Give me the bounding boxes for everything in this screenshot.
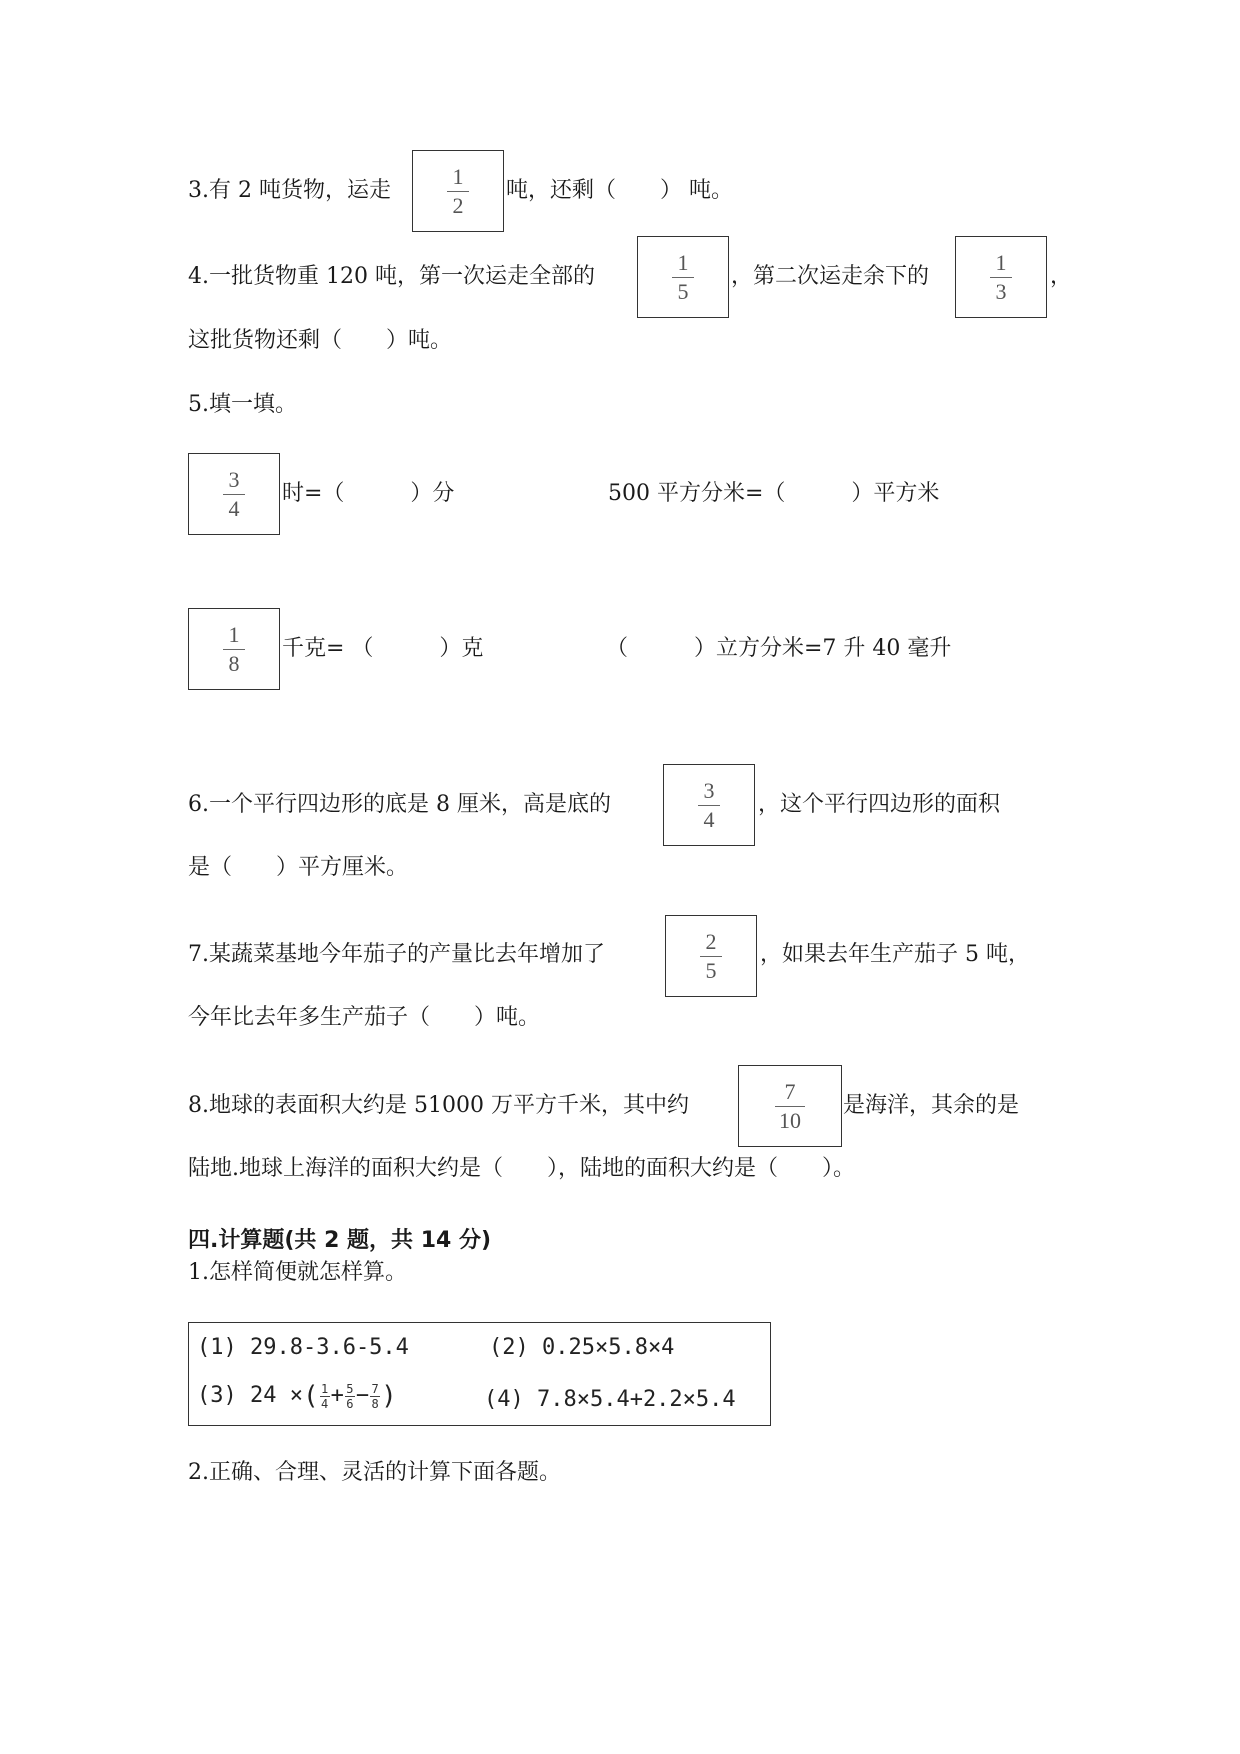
q6-text-post: ，这个平行四边形的面积	[758, 792, 1001, 817]
section4-q1: 1.怎样简便就怎样算。	[188, 1260, 407, 1285]
q3-text-pre: 3.有 2 吨货物，运走	[188, 178, 391, 203]
q6-fraction-box	[663, 764, 755, 846]
q4-line2: 这批货物还剩（ ）吨。	[188, 328, 453, 353]
q5c-fraction-box	[188, 608, 280, 690]
q8-text-post: 是海洋，其余的是	[843, 1093, 1020, 1118]
q6-text-pre: 6.一个平行四边形的底是 8 厘米，高是底的	[188, 792, 611, 817]
operator: −	[355, 1383, 370, 1408]
calc-item-2: (2) 0.25×5.8×4	[489, 1335, 675, 1360]
numerator: 7	[784, 1078, 796, 1104]
fraction	[447, 163, 469, 218]
q5a-text: 时=（ ）分	[282, 481, 455, 506]
q5-title: 5.填一填。	[188, 392, 297, 417]
operator: +	[330, 1383, 344, 1408]
q3-fraction-box	[412, 150, 504, 232]
denominator: 4	[703, 806, 715, 832]
denominator: 4	[228, 495, 240, 521]
q8-fraction-box	[738, 1065, 842, 1147]
calc-item-1: (1) 29.8-3.6-5.4	[197, 1335, 409, 1360]
q6-line2: 是（ ）平方厘米。	[188, 855, 409, 880]
numerator: 3	[228, 466, 240, 492]
q8-line2: 陆地.地球上海洋的面积大约是（ ），陆地的面积大约是（ ）。	[188, 1156, 855, 1181]
numerator: 1	[228, 621, 240, 647]
denominator: 5	[705, 957, 717, 983]
q5a-fraction-box	[188, 453, 280, 535]
section4-heading: 四.计算题(共 2 题，共 14 分)	[188, 1228, 492, 1253]
denominator: 5	[677, 278, 689, 304]
section4-q2: 2.正确、合理、灵活的计算下面各题。	[188, 1460, 561, 1485]
fraction	[223, 621, 245, 676]
calc-item-3-prefix: (3) 24 ×	[197, 1383, 303, 1408]
denominator: 8	[228, 650, 240, 676]
q5b-text: 500 平方分米=（ ）平方米	[608, 481, 940, 506]
fraction	[700, 928, 722, 983]
q7-text-pre: 7.某蔬菜基地今年茄子的产量比去年增加了	[188, 942, 605, 967]
q7-text-post: ，如果去年生产茄子 5 吨，	[760, 942, 1030, 967]
calc-problems-table	[188, 1322, 771, 1426]
denominator: 6	[346, 1396, 354, 1411]
numerator: 1	[321, 1381, 329, 1396]
denominator: 2	[452, 192, 464, 218]
numerator: 3	[703, 777, 715, 803]
fraction	[698, 777, 720, 832]
small-fraction	[370, 1383, 380, 1410]
q4-fraction-box-1	[637, 236, 729, 318]
q7-fraction-box	[665, 915, 757, 997]
fraction	[775, 1078, 805, 1133]
numerator: 1	[677, 249, 689, 275]
q7-line2: 今年比去年多生产茄子（ ）吨。	[188, 1005, 541, 1030]
calc-item-3: (3) 24 ×( $\frac{1}{4}$ + $\frac{5}{6}$ − $\frac{7}{8}$ )	[197, 1381, 397, 1411]
q4-text-pre: 4.一批货物重 120 吨，第一次运走全部的	[188, 264, 595, 289]
numerator: 5	[346, 1381, 354, 1396]
numerator: 1	[452, 163, 464, 189]
denominator: 4	[321, 1396, 329, 1411]
denominator: 8	[371, 1396, 379, 1411]
q5c-text: 千克= （ ）克	[282, 636, 484, 661]
fraction	[672, 249, 694, 304]
q4-text-post: ，	[1050, 264, 1073, 289]
q5d-text: （ ）立方分米=7 升 40 毫升	[606, 636, 952, 661]
calc-item-4: (4) 7.8×5.4+2.2×5.4	[484, 1387, 736, 1412]
fraction	[223, 466, 245, 521]
small-fraction	[345, 1383, 355, 1410]
fraction	[990, 249, 1012, 304]
numerator: 7	[371, 1381, 379, 1396]
numerator: 1	[995, 249, 1007, 275]
q4-fraction-box-2	[955, 236, 1047, 318]
numerator: 2	[705, 928, 717, 954]
q8-text-pre: 8.地球的表面积大约是 51000 万平方千米，其中约	[188, 1093, 689, 1118]
denominator: 10	[779, 1107, 801, 1133]
denominator: 3	[995, 278, 1007, 304]
q4-text-mid: ，第二次运走余下的	[731, 264, 930, 289]
q3-text-post: 吨，还剩（ ） 吨。	[506, 178, 733, 203]
small-fraction	[320, 1383, 330, 1410]
